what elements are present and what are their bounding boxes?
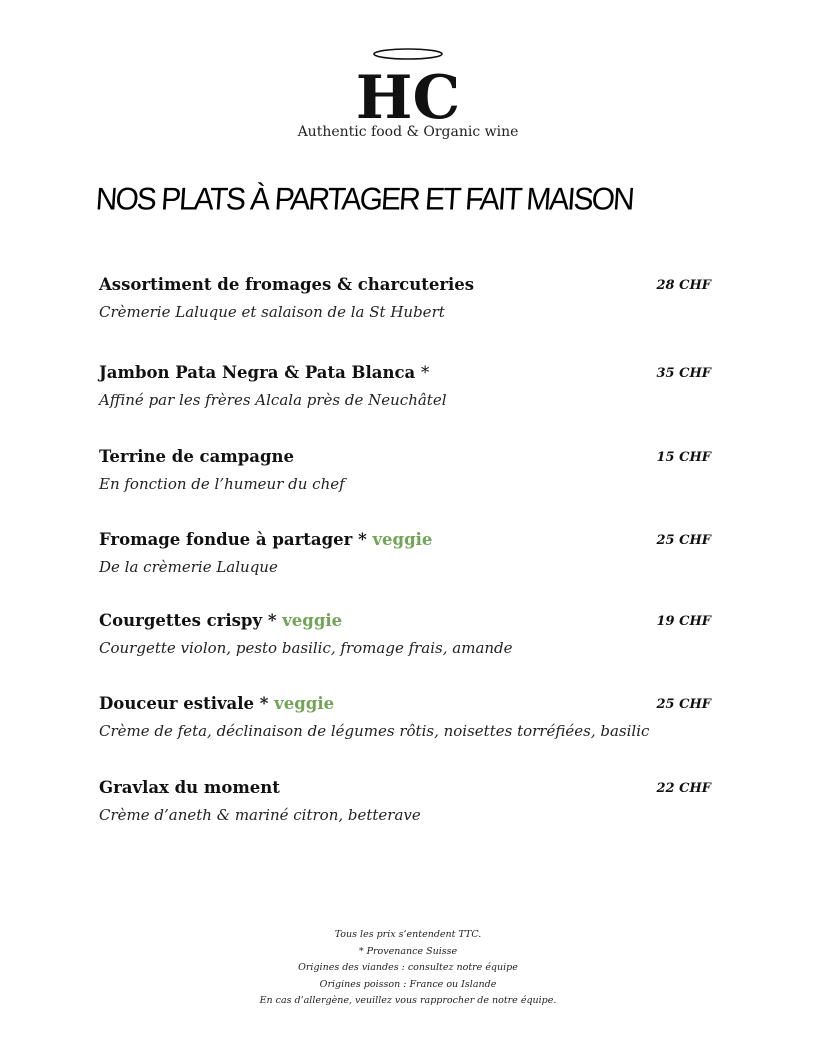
- item-description: En fonction de l’humeur du chef: [99, 475, 345, 493]
- item-name: Assortiment de fromages & charcuteries: [99, 275, 475, 294]
- item-name-line: [99, 363, 711, 382]
- item-price: 28 CHF: [656, 278, 711, 293]
- footer-note: Tous les prix s’entendent TTC.: [334, 929, 482, 940]
- footer-note: En cas d’allergène, veuillez vous rapprocher de notre équipe.: [259, 995, 557, 1006]
- item-description: Crèmerie Laluque et salaison de la St Hubert: [99, 303, 445, 321]
- menu-item: [99, 530, 711, 576]
- item-description: Courgette violon, pesto basilic, fromage frais, amande: [99, 639, 513, 657]
- item-price: 19 CHF: [656, 614, 711, 629]
- item-price: 22 CHF: [656, 781, 711, 796]
- menu-item: [99, 363, 711, 409]
- provenance-marker: *: [420, 363, 430, 382]
- menu-item: [99, 447, 711, 493]
- hc-logo: [355, 46, 461, 133]
- footer-note: Origines des viandes : consultez notre équipe: [298, 962, 518, 973]
- provenance-marker: *: [267, 611, 277, 630]
- item-name-line: [99, 778, 711, 797]
- item-name-line: [99, 611, 711, 630]
- item-name: Douceur estivale: [99, 694, 255, 713]
- veggie-tag: veggie: [282, 611, 343, 630]
- item-description: Crème d’aneth & mariné citron, betterave: [99, 806, 421, 824]
- item-name-line: [99, 447, 711, 466]
- logo-text: HC: [355, 63, 461, 133]
- item-name: Fromage fondue à partager: [99, 530, 353, 549]
- footer-note: * Provenance Suisse: [358, 945, 458, 957]
- item-name-line: [99, 694, 711, 713]
- item-price: 35 CHF: [656, 366, 711, 381]
- item-name-line: [99, 275, 711, 294]
- menu-item: [99, 611, 711, 657]
- item-name: Courgettes crispy: [99, 611, 263, 630]
- item-description: Crème de feta, déclinaison de légumes rôtis, noisettes torréfiées, basilic: [99, 722, 650, 740]
- item-description: Affiné par les frères Alcala près de Neuchâtel: [99, 391, 447, 409]
- provenance-marker: *: [358, 530, 367, 549]
- item-price: 15 CHF: [656, 450, 711, 465]
- menu-item: [99, 778, 711, 824]
- item-name: Gravlax du moment: [99, 778, 280, 797]
- tagline: Authentic food & Organic wine: [297, 124, 519, 140]
- veggie-tag: veggie: [372, 530, 433, 549]
- item-name-line: [99, 530, 711, 549]
- menu-item: [99, 275, 711, 321]
- item-price: 25 CHF: [656, 697, 711, 712]
- item-price: 25 CHF: [656, 533, 711, 548]
- item-name: Jambon Pata Negra & Pata Blanca: [99, 363, 416, 382]
- provenance-marker: *: [259, 694, 269, 713]
- footer-notes: [0, 927, 816, 1010]
- item-description: De la crèmerie Laluque: [99, 558, 278, 576]
- footer-note: Origines poisson : France ou Islande: [319, 978, 497, 990]
- veggie-tag: veggie: [274, 694, 335, 713]
- section-title: NOS PLATS À PARTAGER ET FAIT MAISON: [94, 182, 634, 217]
- item-name: Terrine de campagne: [99, 447, 295, 466]
- menu-item: [99, 694, 711, 740]
